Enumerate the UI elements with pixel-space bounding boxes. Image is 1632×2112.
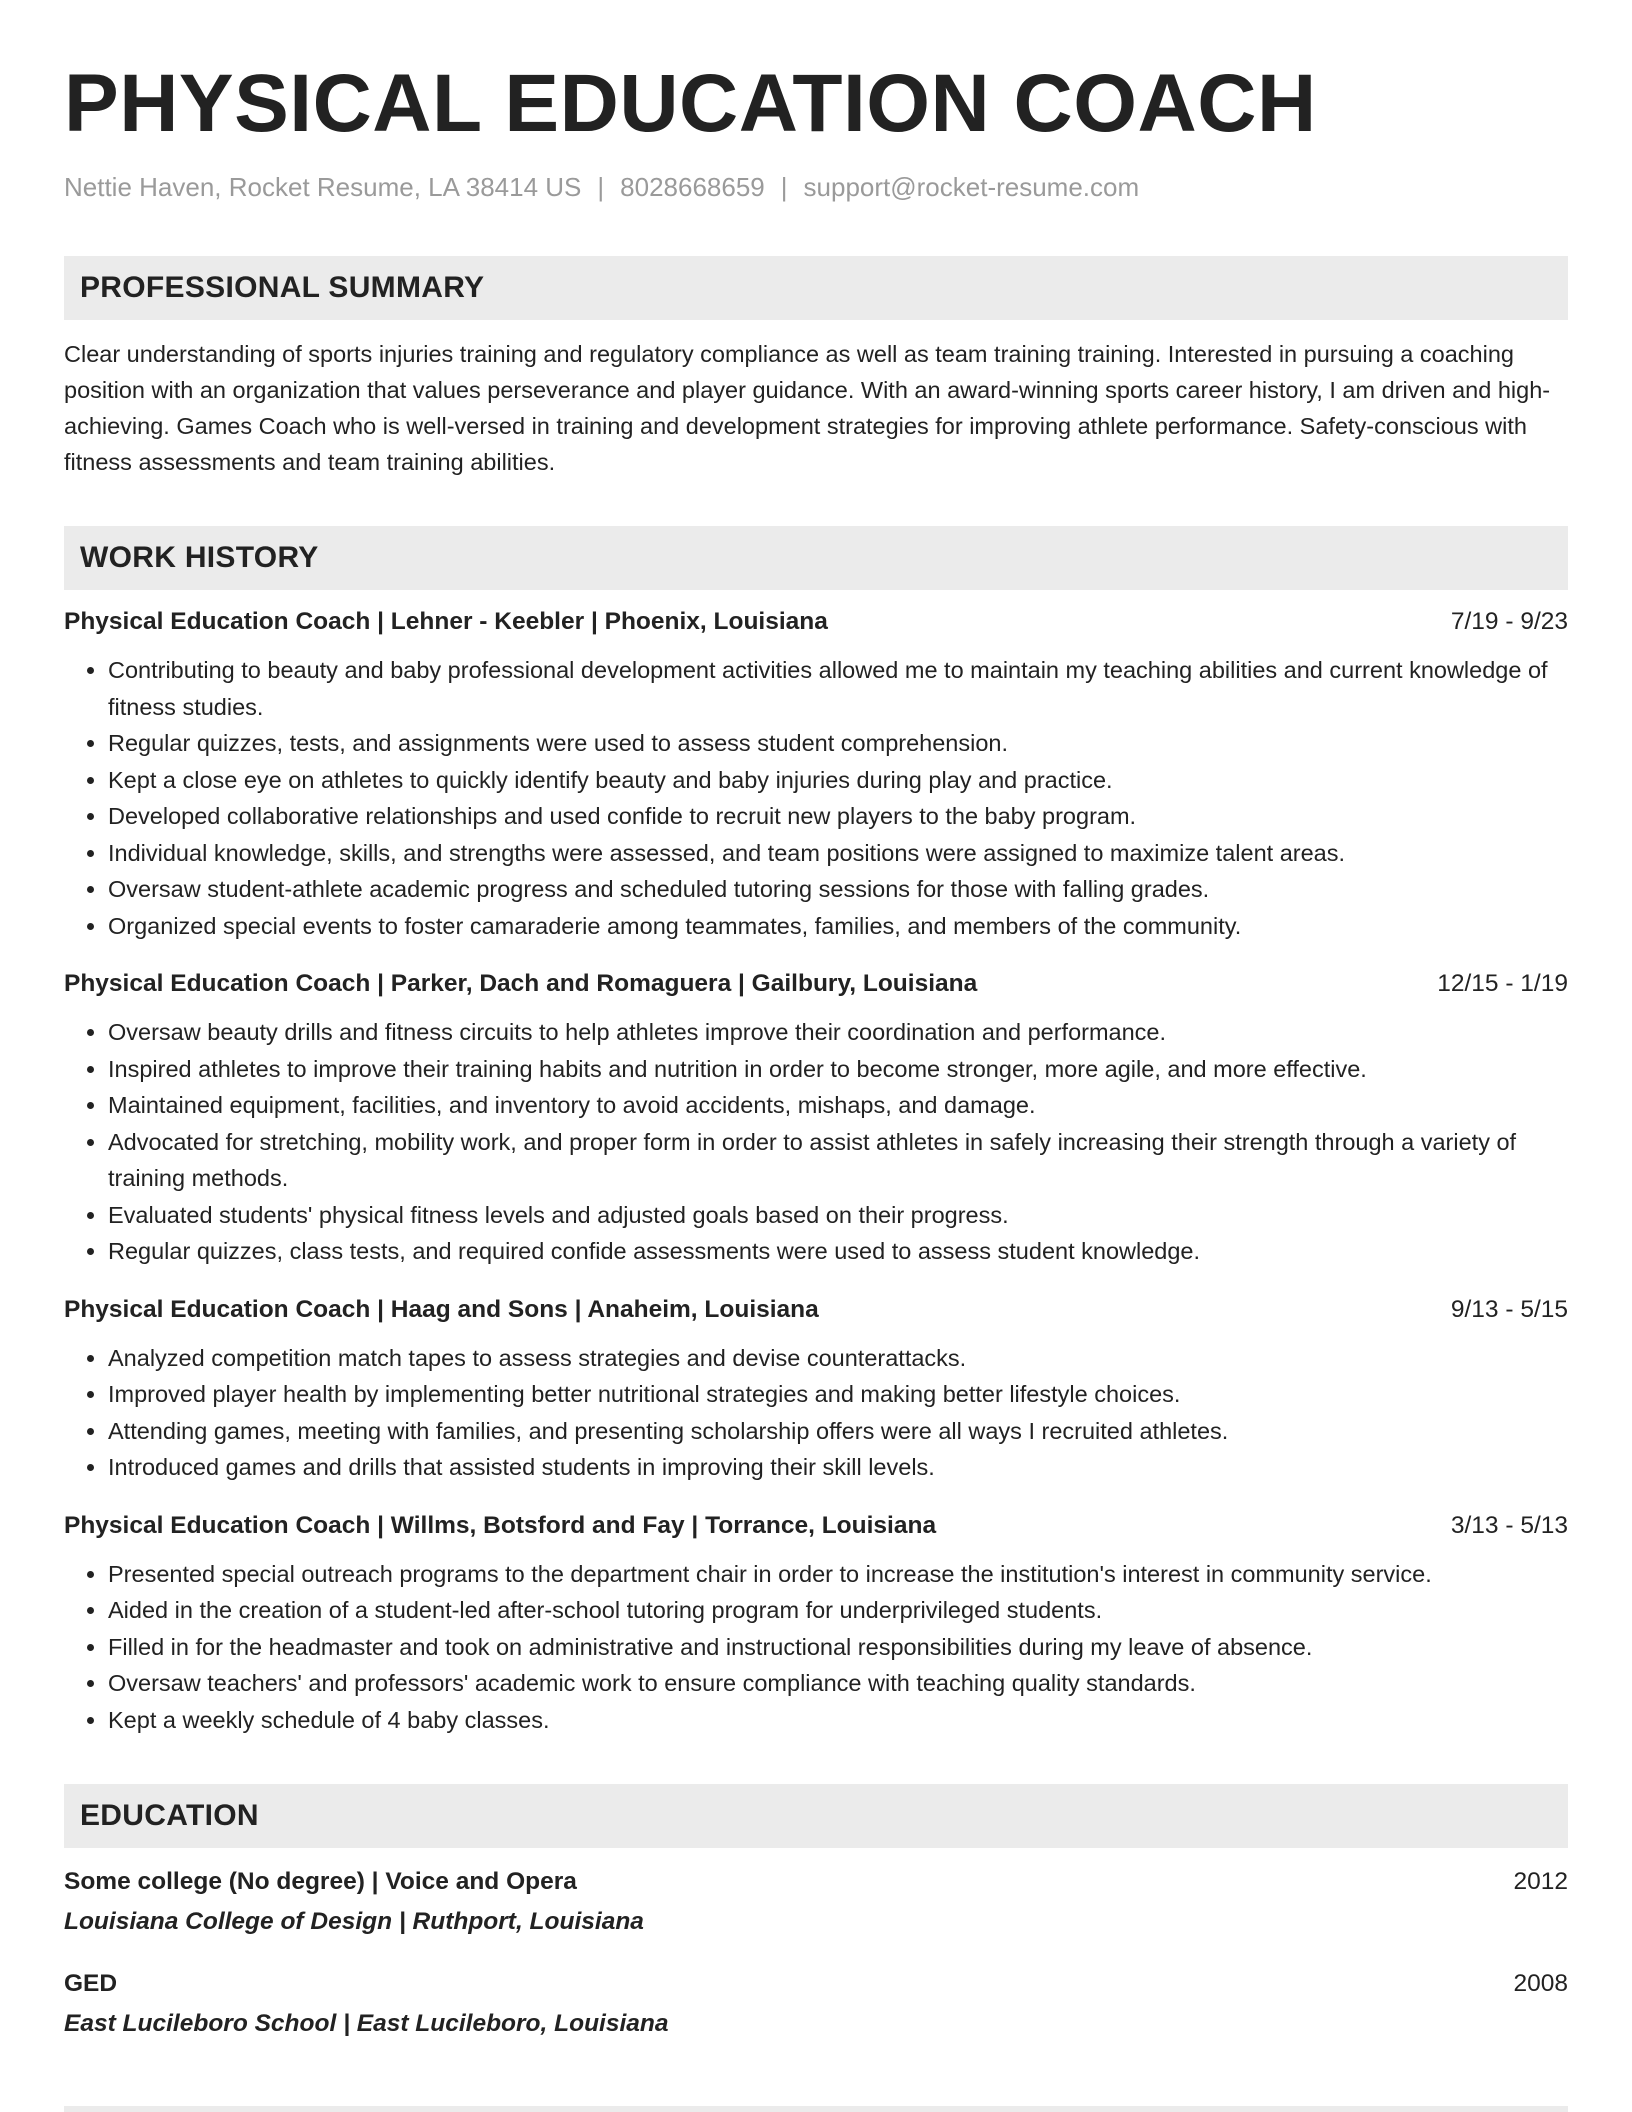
- job-title: Physical Education Coach | Haag and Sons | Anaheim, Louisiana: [64, 1295, 819, 1323]
- job-bullet: • Kept a close eye on athletes to quickly identify beauty and baby injuries during play and practice.: [108, 762, 1568, 799]
- job-date: 7/19 - 9/23: [1450, 608, 1568, 635]
- contact-line: [64, 170, 1568, 204]
- contact-email: support@rocket-resume.com: [803, 172, 1140, 202]
- job-bullets: [64, 1014, 1568, 1270]
- resume-title: PHYSICAL EDUCATION COACH: [64, 58, 1317, 149]
- education-header: [64, 1964, 1568, 2004]
- job-bullet: • Organized special events to foster camaraderie among teammates, families, and members of the community.: [108, 908, 1568, 945]
- education-school: East Lucileboro School | East Lucileboro, Louisiana: [64, 2010, 669, 2037]
- job-bullet: • Oversaw student-athlete academic progress and scheduled tutoring sessions for those with falling grades.: [108, 871, 1568, 908]
- contact-separator: |: [780, 172, 788, 202]
- job-bullet: • Individual knowledge, skills, and strengths were assessed, and team positions were assigned to maximize talent areas.: [108, 835, 1568, 872]
- job-bullet: • Improved player health by implementing better nutritional strategies and making better lifestyle choices.: [108, 1376, 1568, 1413]
- job-bullet: • Developed collaborative relationships and used confide to recruit new players to the baby program.: [108, 798, 1568, 835]
- education-header: [64, 1862, 1568, 1902]
- job-title: Physical Education Coach | Lehner - Keebler | Phoenix, Louisiana: [64, 608, 828, 635]
- job-bullet: • Presented special outreach programs to the department chair in order to increase the institution's interest in community service.: [108, 1556, 1568, 1593]
- education-entry: [64, 1964, 1568, 2044]
- education-degree: GED: [64, 1970, 118, 1997]
- contact-address: Nettie Haven, Rocket Resume, LA 38414 US: [64, 172, 582, 202]
- job-date: 3/13 - 5/13: [1450, 1511, 1568, 1539]
- job-date: 12/15 - 1/19: [1437, 970, 1568, 997]
- job-date: 9/13 - 5/15: [1450, 1295, 1568, 1323]
- job-bullet: • Attending games, meeting with families, and presenting scholarship offers were all ways I recruited athletes.: [108, 1413, 1568, 1450]
- education-year: 2012: [1513, 1868, 1568, 1895]
- job-bullet: • Advocated for stretching, mobility work, and proper form in order to assist athletes in safely increasing their strength through a variety of training methods.: [108, 1124, 1568, 1197]
- job-bullet: • Introduced games and drills that assisted students in improving their skill levels.: [108, 1449, 1568, 1486]
- job-bullet: • Regular quizzes, class tests, and required confide assessments were used to assess student knowledge.: [108, 1233, 1568, 1270]
- job-bullet: • Maintained equipment, facilities, and inventory to avoid accidents, mishaps, and damage.: [108, 1087, 1568, 1124]
- job-bullet: • Regular quizzes, tests, and assignments were used to assess student comprehension.: [108, 725, 1568, 762]
- education-entry: [64, 1862, 1568, 1942]
- summary-text: Clear understanding of sports injuries training and regulatory compliance as well as team training training. Interested in pursuing a coaching position with an organization that values perseverance and player guidance. With an award-winning sports career history, I am driven and high-achieving. Games Coach who is well-versed in training and development strategies for improving athlete performance. Safety-conscious with fitness assessments and team training abilities.: [64, 341, 1551, 475]
- job-bullets: [64, 1340, 1568, 1486]
- education-school: Louisiana College of Design | Ruthport, Louisiana: [64, 1908, 644, 1935]
- job-bullet: • Oversaw beauty drills and fitness circuits to help athletes improve their coordination and performance.: [108, 1014, 1568, 1051]
- job-bullets: [64, 652, 1568, 944]
- job-bullet: • Contributing to beauty and baby professional development activities allowed me to maintain my teaching abilities and current knowledge of fitness studies.: [108, 652, 1568, 725]
- job-bullet: • Analyzed competition match tapes to assess strategies and devise counterattacks.: [108, 1340, 1568, 1377]
- job-bullets: [64, 1556, 1568, 1739]
- job-entry: [64, 602, 1568, 944]
- summary-heading: PROFESSIONAL SUMMARY: [64, 256, 1568, 320]
- bottom-divider: [64, 2106, 1568, 2112]
- contact-phone: 8028668659: [620, 172, 765, 202]
- education-heading: EDUCATION: [64, 1784, 1568, 1848]
- job-title: Physical Education Coach | Parker, Dach and Romaguera | Gailbury, Louisiana: [64, 970, 978, 997]
- job-header: [64, 1506, 1568, 1546]
- job-entry: [64, 964, 1568, 1270]
- job-bullet: • Evaluated students' physical fitness levels and adjusted goals based on their progress.: [108, 1197, 1568, 1234]
- job-header: [64, 602, 1568, 642]
- job-header: [64, 1290, 1568, 1330]
- education-degree: Some college (No degree) | Voice and Opera: [64, 1868, 577, 1895]
- job-bullet: • Aided in the creation of a student-led after-school tutoring program for underprivileged students.: [108, 1592, 1568, 1629]
- contact-separator: |: [597, 172, 605, 202]
- job-header: [64, 964, 1568, 1004]
- job-bullet: • Kept a weekly schedule of 4 baby classes.: [108, 1702, 1568, 1739]
- job-bullet: • Oversaw teachers' and professors' academic work to ensure compliance with teaching quality standards.: [108, 1665, 1568, 1702]
- job-title: Physical Education Coach | Willms, Botsford and Fay | Torrance, Louisiana: [64, 1511, 937, 1539]
- job-entry: [64, 1506, 1568, 1739]
- work-history-heading: WORK HISTORY: [64, 526, 1568, 590]
- job-entry: [64, 1290, 1568, 1486]
- job-bullet: • Inspired athletes to improve their training habits and nutrition in order to become stronger, more agile, and more effective.: [108, 1051, 1568, 1088]
- education-year: 2008: [1513, 1970, 1568, 1997]
- job-bullet: • Filled in for the headmaster and took on administrative and instructional responsibilities during my leave of absence.: [108, 1629, 1568, 1666]
